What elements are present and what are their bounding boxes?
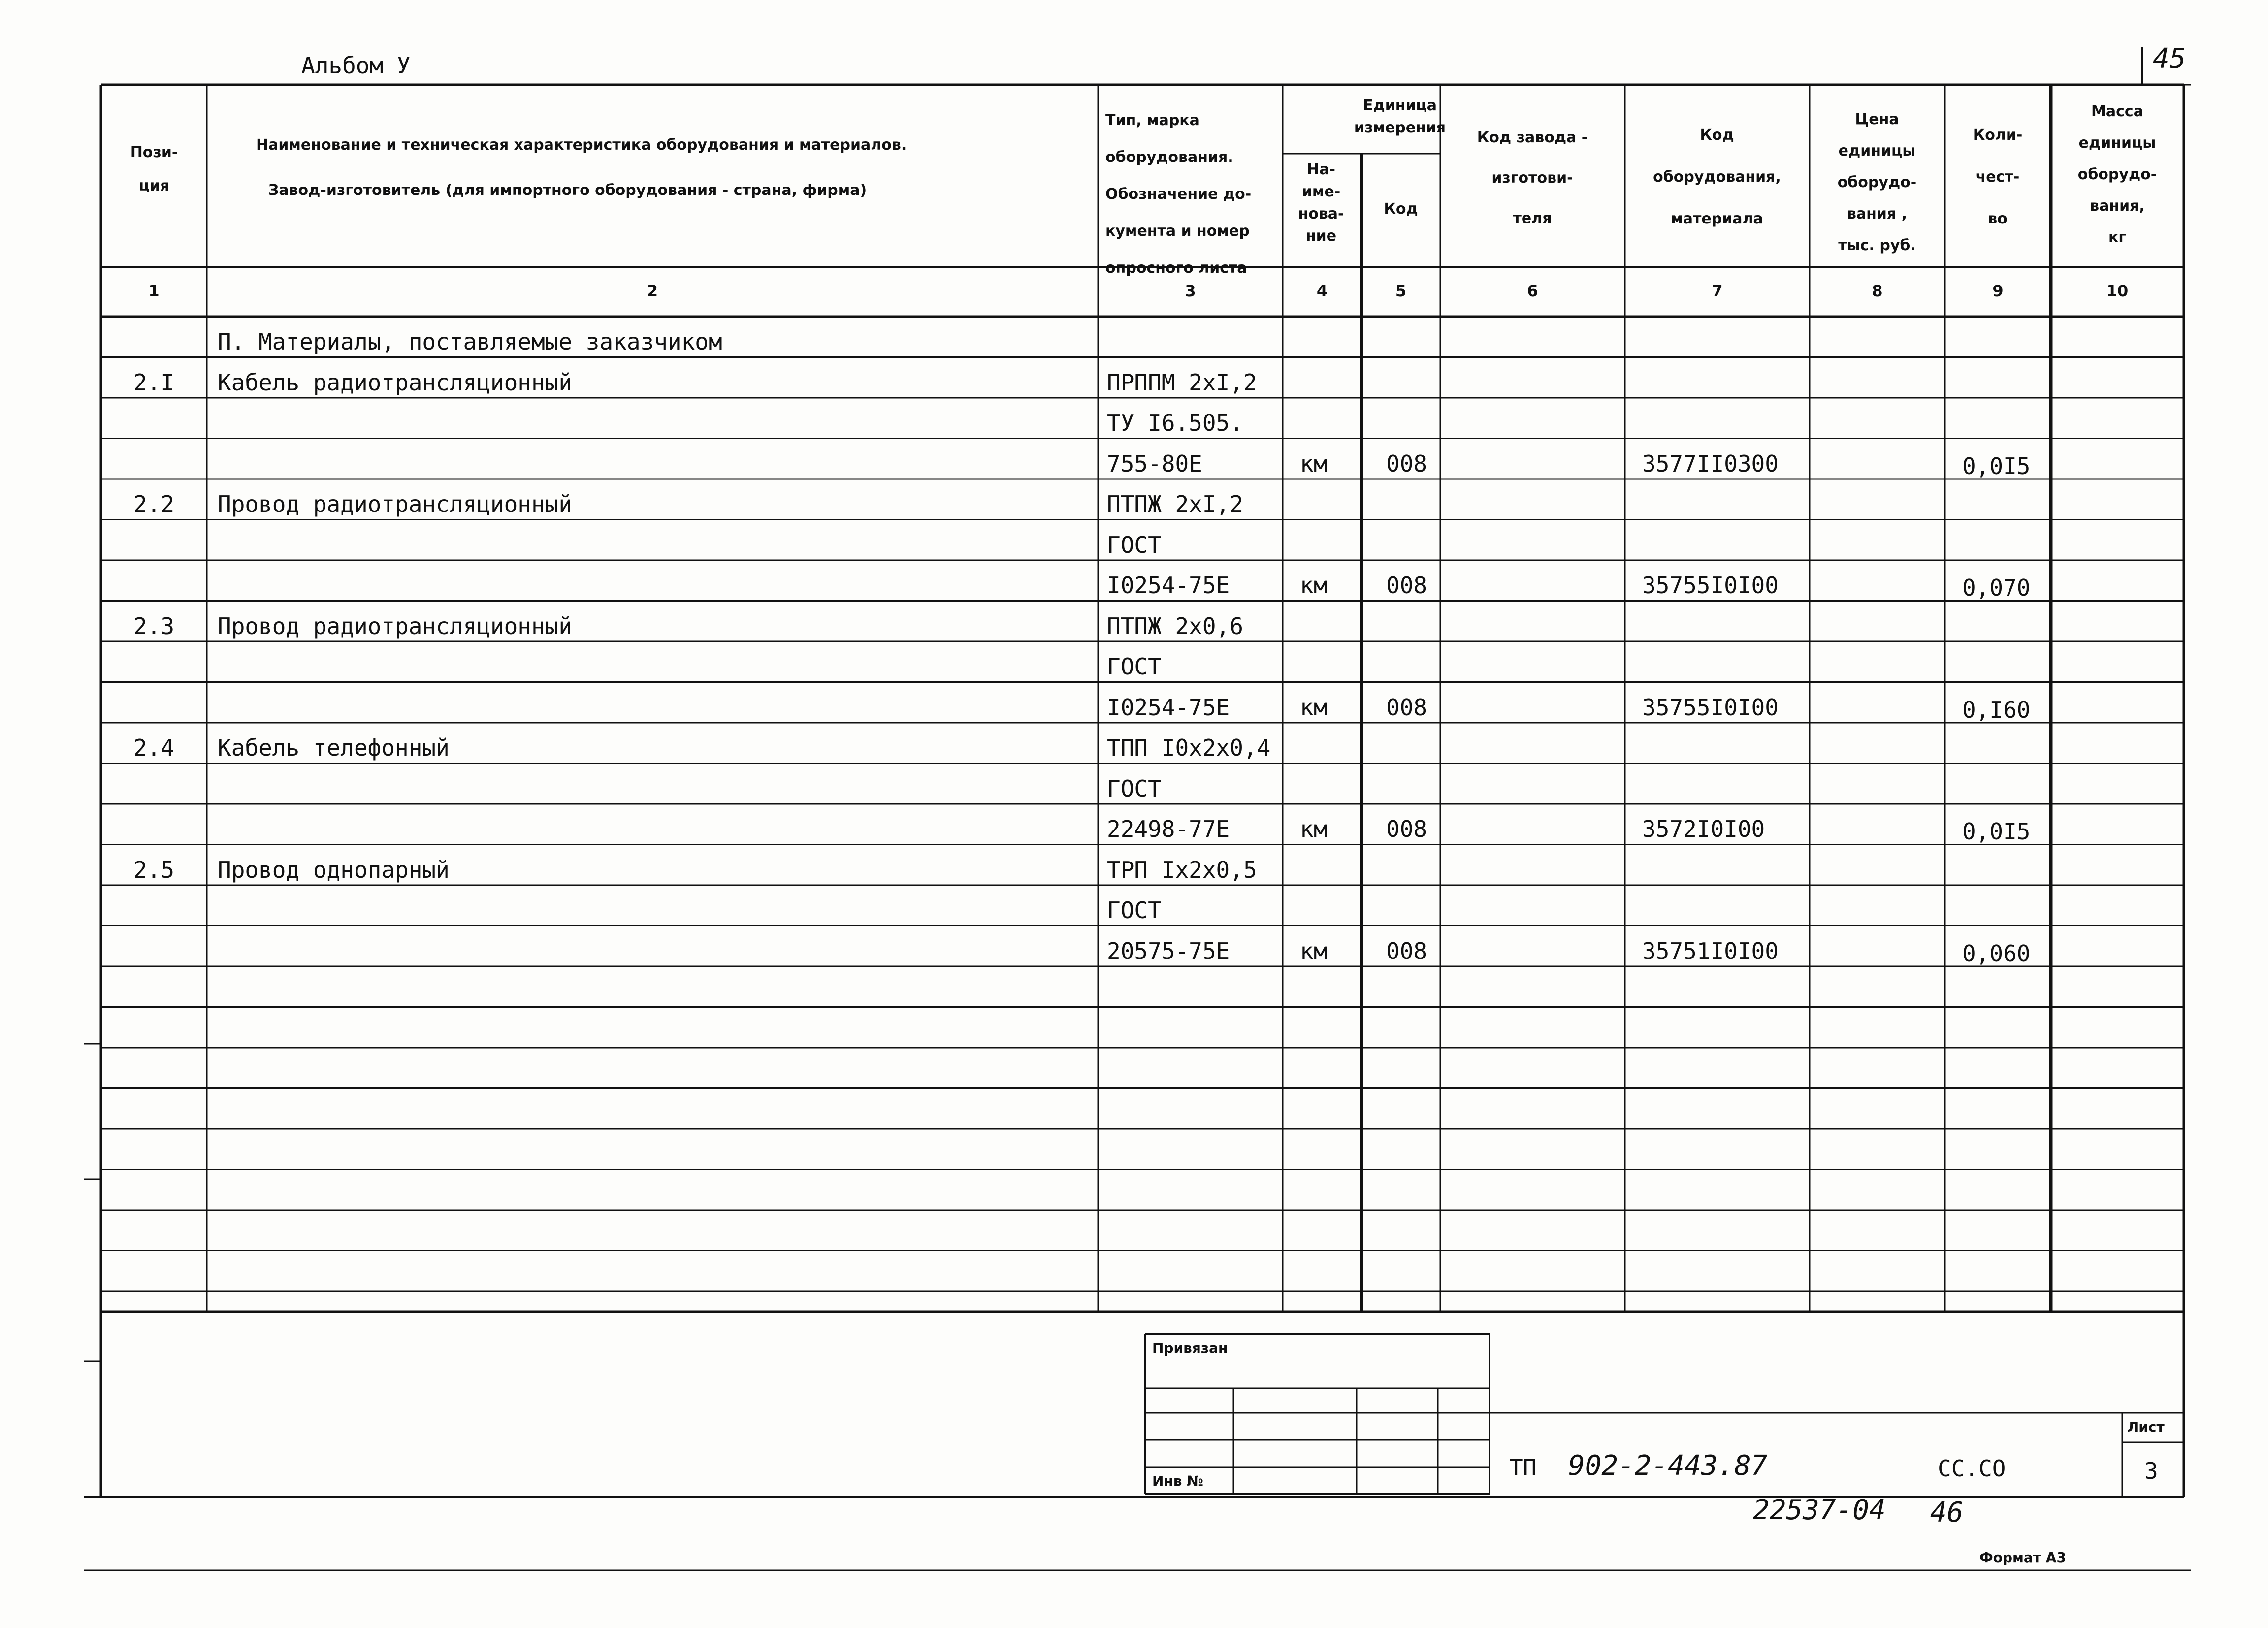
archive-page: 46 <box>1930 1497 1964 1529</box>
section-code: СС.СО <box>1938 1455 2006 1482</box>
row-type: ГОСТ <box>1107 775 1162 802</box>
factory-code-header: Код завода - <box>1477 129 1588 146</box>
row-equipment-code: 35751I0I00 <box>1642 937 1779 964</box>
row-type: 20575-75Е <box>1107 937 1230 964</box>
column-number: 9 <box>1992 282 2004 300</box>
mass-header: оборудо- <box>2077 166 2157 183</box>
row-type: ГОСТ <box>1107 531 1162 558</box>
column-number: 2 <box>647 282 658 300</box>
row-equipment-code: 3572I0I00 <box>1642 816 1765 842</box>
row-unit-code: 008 <box>1386 937 1427 964</box>
sheet-number: 3 <box>2144 1458 2158 1484</box>
unit-group-header: измерения <box>1354 119 1446 136</box>
row-quantity: 0,070 <box>1962 575 2031 601</box>
row-equipment-code: 35755I0I00 <box>1642 572 1779 599</box>
row-quantity: 0,0I5 <box>1962 452 2031 479</box>
type-header: Обозначение до- <box>1105 186 1252 203</box>
column-number: 10 <box>2106 282 2129 300</box>
archive-number: 22537-04 <box>1753 1494 1886 1526</box>
column-number: 8 <box>1872 282 1883 300</box>
row-type: ПТПЖ 2х0,6 <box>1107 612 1243 639</box>
name-header: Наименование и техническая характеристика оборудования и материалов. <box>256 136 907 154</box>
column-number: 1 <box>148 282 160 300</box>
row-position: 2.5 <box>133 856 175 883</box>
row-unit: км <box>1300 572 1328 599</box>
stamp-linked-label: Привязан <box>1152 1340 1228 1356</box>
qty-header: чест- <box>1976 168 2020 186</box>
row-unit: км <box>1300 694 1328 721</box>
type-header: Тип, марка <box>1105 112 1199 129</box>
mass-header: Масса <box>2091 103 2143 120</box>
row-type: ПТПЖ 2хI,2 <box>1107 491 1243 517</box>
row-quantity: 0,I60 <box>1962 696 2031 723</box>
pos-header: Пози- <box>130 144 178 161</box>
row-position: 2.4 <box>133 734 175 761</box>
page-number: 45 <box>2153 43 2186 75</box>
row-name: Провод однопарный <box>218 856 450 883</box>
qty-header: Коли- <box>1973 127 2023 144</box>
factory-code-header: изготови- <box>1491 169 1573 187</box>
unit-name-header: ние <box>1305 227 1337 245</box>
pos-header: ция <box>138 177 170 194</box>
row-type: I0254-75Е <box>1107 572 1230 599</box>
qty-header: во <box>1988 210 2008 227</box>
row-type: ПРППМ 2хI,2 <box>1107 369 1257 396</box>
type-header: оборудования. <box>1105 149 1233 166</box>
format-label: Формат А3 <box>1979 1549 2066 1565</box>
name-header-maker: Завод-изготовитель (для импортного оборудования - страна, фирма) <box>268 182 867 199</box>
row-position: 2.I <box>133 369 175 396</box>
row-position: 2.3 <box>133 612 175 639</box>
price-header: единицы <box>1838 142 1916 160</box>
row-name: Кабель радиотрансляционный <box>218 369 573 396</box>
row-name: Кабель телефонный <box>218 734 450 761</box>
row-type: ТУ I6.505. <box>1107 410 1243 436</box>
type-header: опросного листа <box>1105 259 1247 277</box>
row-quantity: 0,0I5 <box>1962 818 2031 845</box>
unit-name-header: нова- <box>1298 205 1344 223</box>
equip-code-header: оборудования, <box>1653 168 1781 186</box>
type-header: кумента и номер <box>1105 223 1250 240</box>
row-name: П. Материалы, поставляемые заказчиком <box>218 328 722 355</box>
column-number: 3 <box>1185 282 1196 300</box>
unit-group-header: Единица <box>1363 97 1437 114</box>
row-unit-code: 008 <box>1386 816 1427 842</box>
row-type: ТПП I0х2х0,4 <box>1107 734 1271 761</box>
price-header: вания , <box>1847 205 1908 223</box>
row-position: 2.2 <box>133 491 175 517</box>
row-type: 22498-77Е <box>1107 816 1230 842</box>
row-equipment-code: 35755I0I00 <box>1642 694 1779 721</box>
row-name: Провод радиотрансляционный <box>218 612 573 639</box>
row-type: ГОСТ <box>1107 897 1162 924</box>
row-unit: км <box>1300 450 1328 477</box>
unit-name-header: име- <box>1301 183 1341 200</box>
doc-number: 902-2-443.87 <box>1568 1450 1768 1482</box>
row-type: 755-80Е <box>1107 450 1202 477</box>
unit-code-header: Код <box>1384 200 1418 218</box>
column-number: 5 <box>1395 282 1407 300</box>
sheet-label: Лист <box>2127 1419 2165 1435</box>
row-unit-code: 008 <box>1386 694 1427 721</box>
row-type: ТРП Iх2х0,5 <box>1107 856 1257 883</box>
mass-header: единицы <box>2078 134 2156 152</box>
row-quantity: 0,060 <box>1962 940 2031 967</box>
mass-header: вания, <box>2090 197 2145 215</box>
equip-code-header: Код <box>1700 127 1734 144</box>
unit-name-header: На- <box>1307 161 1335 178</box>
album-title: Альбом У <box>301 52 411 79</box>
price-header: Цена <box>1855 111 1899 128</box>
factory-code-header: теля <box>1513 210 1552 227</box>
row-unit-code: 008 <box>1386 572 1427 599</box>
row-equipment-code: 3577II0300 <box>1642 450 1779 477</box>
column-number: 4 <box>1316 282 1328 300</box>
column-number: 6 <box>1527 282 1538 300</box>
equip-code-header: материала <box>1671 210 1763 227</box>
column-number: 7 <box>1712 282 1723 300</box>
row-unit-code: 008 <box>1386 450 1427 477</box>
price-header: оборудо- <box>1837 174 1917 191</box>
row-unit: км <box>1300 937 1328 964</box>
row-type: I0254-75Е <box>1107 694 1230 721</box>
row-unit: км <box>1300 816 1328 842</box>
stamp-inventory-label: Инв № <box>1152 1473 1203 1489</box>
row-name: Провод радиотрансляционный <box>218 491 573 517</box>
price-header: тыс. руб. <box>1838 237 1916 254</box>
doc-code: ТП <box>1509 1454 1537 1481</box>
mass-header: кг <box>2108 229 2127 246</box>
row-type: ГОСТ <box>1107 653 1162 680</box>
